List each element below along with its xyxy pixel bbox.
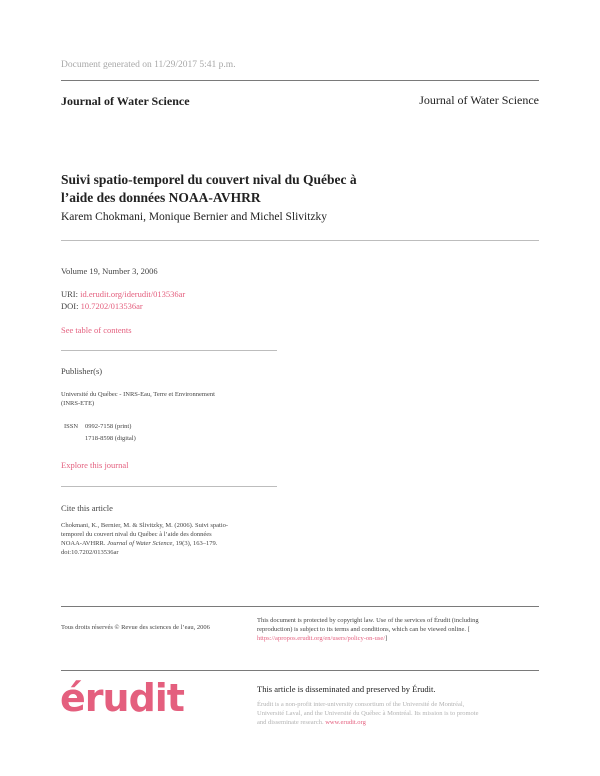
table-of-contents-link[interactable]: See table of contents xyxy=(61,325,132,335)
erudit-logo: érudit xyxy=(60,676,184,720)
copyright-line2: reproduction) is subject to its terms and conditions, which can be viewed online. [ xyxy=(257,626,470,633)
publisher-heading: Publisher(s) xyxy=(61,366,103,376)
article-title-line2: l’aide des données NOAA-AVHRR xyxy=(61,190,261,205)
footer-divider xyxy=(61,670,539,671)
doi-row xyxy=(61,301,143,311)
consortium-notice xyxy=(257,700,547,727)
journal-title-right: Journal of Water Science xyxy=(419,93,539,107)
copyright-notice xyxy=(257,616,547,643)
publisher-name-line1: Université du Québec - INRS-Eau, Terre et Environnement xyxy=(61,391,215,398)
doi-link[interactable]: 10.7202/013536ar xyxy=(80,301,143,311)
article-title xyxy=(61,171,391,207)
citation-journal: Journal of Water Science xyxy=(107,540,173,547)
issn-label: ISSN xyxy=(64,423,79,430)
toc-divider xyxy=(61,350,277,351)
cite-divider xyxy=(61,606,539,607)
consortium-line3-pre: and disseminate research. xyxy=(257,719,326,726)
header-divider xyxy=(61,80,539,81)
title-divider xyxy=(61,240,539,241)
doi-label: DOI: xyxy=(61,301,79,311)
policy-link[interactable]: https://apropos.erudit.org/en/users/policy-on-use/ xyxy=(257,635,386,642)
citation-line1: Chokmani, K., Bernier, M. & Slivitzky, M. (2006). Suivi spatio- xyxy=(61,522,229,529)
publisher-divider xyxy=(61,486,277,487)
uri-row xyxy=(61,289,185,299)
erudit-website-link[interactable]: www.erudit.org xyxy=(325,719,366,726)
publisher-name-line2: (INRS-ETE) xyxy=(61,400,95,407)
issn-digital: 1718-8598 (digital) xyxy=(85,435,136,442)
consortium-line3 xyxy=(257,718,547,727)
citation-line3-post: , 19(3), 163–179. xyxy=(172,540,218,547)
consortium-line2: Université Laval, and the Université du Québec à Montréal. Its mission is to promote xyxy=(257,710,479,717)
article-authors: Karem Chokmani, Monique Bernier and Michel Slivitzky xyxy=(61,211,328,223)
article-title-line1: Suivi spatio-temporel du couvert nival du Québec à xyxy=(61,172,357,187)
uri-link[interactable]: id.erudit.org/iderudit/013536ar xyxy=(80,289,186,299)
uri-label: URI: xyxy=(61,289,78,299)
copyright-line1: This document is protected by copyright law. Use of the services of Érudit (including xyxy=(257,617,479,624)
journal-title-left: Journal of Water Science xyxy=(61,94,190,108)
policy-bracket: ] xyxy=(385,635,388,642)
issn-print: 0992-7158 (print) xyxy=(85,423,132,430)
rights-statement: Tous droits réservés © Revue des sciences de l’eau, 2006 xyxy=(61,624,210,631)
citation-line3-pre: NOAA-AVHRR. xyxy=(61,540,108,547)
citation-line4: doi:10.7202/013536ar xyxy=(61,549,119,556)
cite-heading: Cite this article xyxy=(61,503,113,513)
volume-info: Volume 19, Number 3, 2006 xyxy=(61,266,158,276)
generated-date: Document generated on 11/29/2017 5:41 p.m. xyxy=(61,60,236,70)
explore-journal-link[interactable]: Explore this journal xyxy=(61,460,129,470)
citation-line3 xyxy=(61,539,286,548)
consortium-line1: Érudit is a non-profit inter-university consortium of the Université de Montréal, xyxy=(257,701,465,708)
disseminated-notice: This article is disseminated and preserved by Érudit. xyxy=(257,684,436,694)
copyright-line3 xyxy=(257,634,547,643)
publisher-name xyxy=(61,390,215,408)
citation-line2: temporel du couvert nival du Québec à l’aide des données xyxy=(61,531,212,538)
issn-values xyxy=(85,422,136,443)
citation-text xyxy=(61,521,286,557)
